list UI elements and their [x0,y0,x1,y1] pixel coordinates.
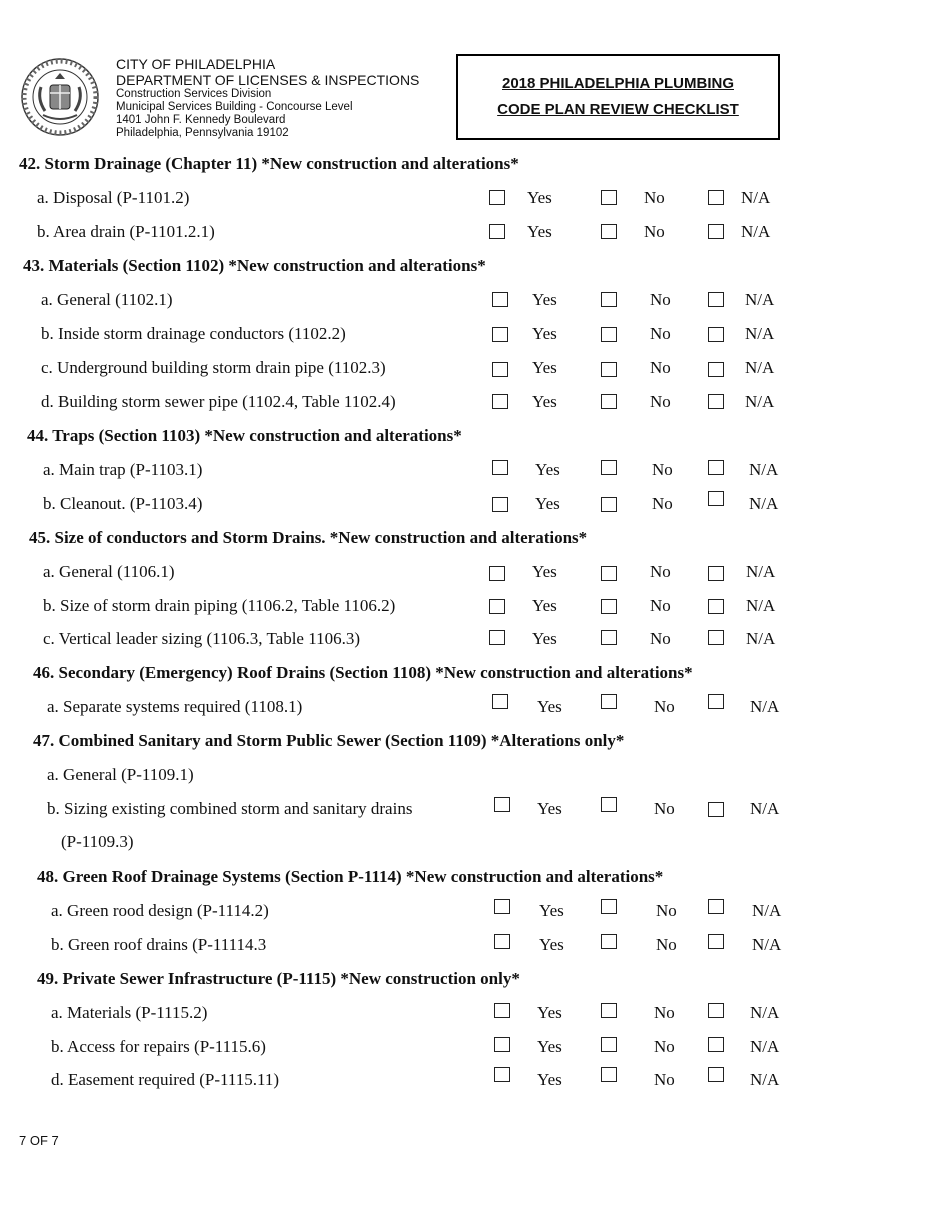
no-label: No [650,358,671,377]
na-checkbox[interactable] [708,934,724,949]
yes-label: Yes [532,629,557,648]
na-checkbox[interactable] [708,224,724,239]
checklist-item-label: a. Main trap (P-1103.1) [43,460,203,479]
checklist-item-label: a. Separate systems required (1108.1) [47,697,303,716]
section-heading: 44. Traps (Section 1103) *New construction and alterations* [27,426,462,445]
yes-checkbox[interactable] [494,899,510,914]
yes-label: Yes [532,596,557,615]
na-checkbox[interactable] [708,1037,724,1052]
no-label: No [650,324,671,343]
no-label: No [650,392,671,411]
no-checkbox[interactable] [601,292,617,307]
yes-label: Yes [532,358,557,377]
na-checkbox[interactable] [708,599,724,614]
checklist-title-line-2: CODE PLAN REVIEW CHECKLIST [497,101,739,118]
na-checkbox[interactable] [708,1003,724,1018]
na-label: N/A [750,1070,780,1089]
yes-checkbox[interactable] [492,394,508,409]
yes-label: Yes [527,222,552,241]
no-checkbox[interactable] [601,599,617,614]
no-checkbox[interactable] [601,460,617,475]
yes-label: Yes [532,392,557,411]
yes-checkbox[interactable] [492,292,508,307]
na-checkbox[interactable] [708,566,724,581]
na-label: N/A [745,358,775,377]
no-checkbox[interactable] [601,934,617,949]
section-heading: 46. Secondary (Emergency) Roof Drains (Section 1108) *New construction and alterations* [33,663,693,682]
yes-checkbox[interactable] [494,1067,510,1082]
yes-label: Yes [535,494,560,513]
checklist-item-label: b. Access for repairs (P-1115.6) [51,1037,266,1056]
no-label: No [654,799,675,818]
checklist-item-label: a. Green rood design (P-1114.2) [51,901,269,920]
na-checkbox[interactable] [708,394,724,409]
yes-label: Yes [537,1003,562,1022]
no-label: No [650,596,671,615]
yes-label: Yes [532,324,557,343]
checklist-item-label: b. Size of storm drain piping (1106.2, Table 1106.2) [43,596,396,615]
na-label: N/A [745,392,775,411]
no-label: No [656,901,677,920]
section-heading: 49. Private Sewer Infrastructure (P-1115) *New construction only* [37,969,520,988]
checklist-title-line-1: 2018 PHILADELPHIA PLUMBING [502,75,734,92]
na-checkbox[interactable] [708,1067,724,1082]
section-heading: 45. Size of conductors and Storm Drains. *New construction and alterations* [29,528,588,547]
na-label: N/A [752,935,782,954]
section-heading: 43. Materials (Section 1102) *New construction and alterations* [23,256,486,275]
checklist-item-label: d. Easement required (P-1115.11) [51,1070,280,1089]
no-checkbox[interactable] [601,899,617,914]
no-label: No [654,1037,675,1056]
checklist-item-label: a. Materials (P-1115.2) [51,1003,208,1022]
na-checkbox[interactable] [708,460,724,475]
section-heading: 42. Storm Drainage (Chapter 11) *New construction and alterations* [19,154,519,173]
page-number: 7 OF 7 [19,1133,59,1148]
yes-checkbox[interactable] [489,599,505,614]
checklist-item-label: a. General (P-1109.1) [47,765,194,784]
na-label: N/A [749,460,779,479]
na-label: N/A [750,1003,780,1022]
no-checkbox[interactable] [601,1067,617,1082]
na-checkbox[interactable] [708,630,724,645]
yes-label: Yes [532,562,557,581]
no-checkbox[interactable] [601,797,617,812]
checklist-item-label-continued: (P-1109.3) [61,832,134,851]
checklist-item-label: c. Underground building storm drain pipe (1102.3) [41,358,386,377]
checklist-item-label: d. Building storm sewer pipe (1102.4, Table 1102.4) [41,392,396,411]
no-checkbox[interactable] [601,566,617,581]
checklist-item-label: b. Sizing existing combined storm and sanitary drains [47,799,413,818]
yes-checkbox[interactable] [489,630,505,645]
no-label: No [650,629,671,648]
checklist-item-label: a. Disposal (P-1101.2) [37,188,190,207]
no-checkbox[interactable] [601,190,617,205]
na-checkbox[interactable] [708,899,724,914]
no-label: No [652,494,673,513]
no-label: No [644,222,665,241]
na-label: N/A [750,697,780,716]
yes-checkbox[interactable] [492,497,508,512]
no-label: No [654,1070,675,1089]
checklist-item-label: b. Cleanout. (P-1103.4) [43,494,203,513]
agency-address-block [116,57,419,140]
no-checkbox[interactable] [601,362,617,377]
yes-checkbox[interactable] [492,327,508,342]
yes-label: Yes [527,188,552,207]
yes-label: Yes [537,799,562,818]
checklist-item-label: b. Inside storm drainage conductors (1102.2) [41,324,346,343]
checklist-item-label: b. Area drain (P-1101.2.1) [37,222,215,241]
checklist-item-label: a. General (1106.1) [43,562,175,581]
na-label: N/A [746,629,776,648]
section-heading: 48. Green Roof Drainage Systems (Section P-1114) *New construction and alterations* [37,867,664,886]
yes-checkbox[interactable] [492,362,508,377]
na-label: N/A [746,596,776,615]
na-checkbox[interactable] [708,694,724,709]
yes-label: Yes [539,901,564,920]
yes-checkbox[interactable] [494,1037,510,1052]
na-label: N/A [741,222,771,241]
section-heading: 47. Combined Sanitary and Storm Public Sewer (Section 1109) *Alterations only* [33,731,625,750]
agency-city-state: Philadelphia, Pennsylvania 19102 [116,126,289,139]
no-label: No [652,460,673,479]
yes-checkbox[interactable] [494,934,510,949]
no-checkbox[interactable] [601,630,617,645]
yes-label: Yes [537,697,562,716]
no-label: No [654,697,675,716]
yes-label: Yes [539,935,564,954]
no-label: No [654,1003,675,1022]
no-label: No [650,562,671,581]
no-checkbox[interactable] [601,497,617,512]
checklist-item-label: c. Vertical leader sizing (1106.3, Table 1106.3) [43,629,360,648]
na-label: N/A [741,188,771,207]
na-checkbox[interactable] [708,362,724,377]
yes-checkbox[interactable] [492,694,508,709]
yes-checkbox[interactable] [492,460,508,475]
na-label: N/A [745,324,775,343]
agency-division: Construction Services Division [116,88,272,101]
no-checkbox[interactable] [601,224,617,239]
na-checkbox[interactable] [708,190,724,205]
yes-label: Yes [532,290,557,309]
no-checkbox[interactable] [601,327,617,342]
na-checkbox[interactable] [708,802,724,817]
na-label: N/A [746,562,776,581]
checklist-title-box [456,54,780,140]
yes-label: Yes [535,460,560,479]
na-label: N/A [750,799,780,818]
yes-label: Yes [537,1070,562,1089]
agency-street: 1401 John F. Kennedy Boulevard [116,114,286,127]
na-checkbox[interactable] [708,327,724,342]
no-checkbox[interactable] [601,394,617,409]
checklist-item-label: b. Green roof drains (P-11114.3 [51,935,267,954]
yes-checkbox[interactable] [494,1003,510,1018]
yes-checkbox[interactable] [489,566,505,581]
city-seal-logo [19,57,101,137]
na-label: N/A [750,1037,780,1056]
no-label: No [656,935,677,954]
na-label: N/A [752,901,782,920]
na-label: N/A [749,494,779,513]
no-checkbox[interactable] [601,694,617,709]
no-checkbox[interactable] [601,1003,617,1018]
yes-label: Yes [537,1037,562,1056]
na-label: N/A [745,290,775,309]
agency-city: CITY OF PHILADELPHIA [116,56,276,72]
na-checkbox[interactable] [708,292,724,307]
no-label: No [650,290,671,309]
agency-building: Municipal Services Building - Concourse Level [116,101,353,114]
no-label: No [644,188,665,207]
agency-department: DEPARTMENT OF LICENSES & INSPECTIONS [116,71,420,88]
yes-checkbox[interactable] [489,190,505,205]
na-checkbox[interactable] [708,491,724,506]
yes-checkbox[interactable] [494,797,510,812]
yes-checkbox[interactable] [489,224,505,239]
no-checkbox[interactable] [601,1037,617,1052]
checklist-item-label: a. General (1102.1) [41,290,173,309]
